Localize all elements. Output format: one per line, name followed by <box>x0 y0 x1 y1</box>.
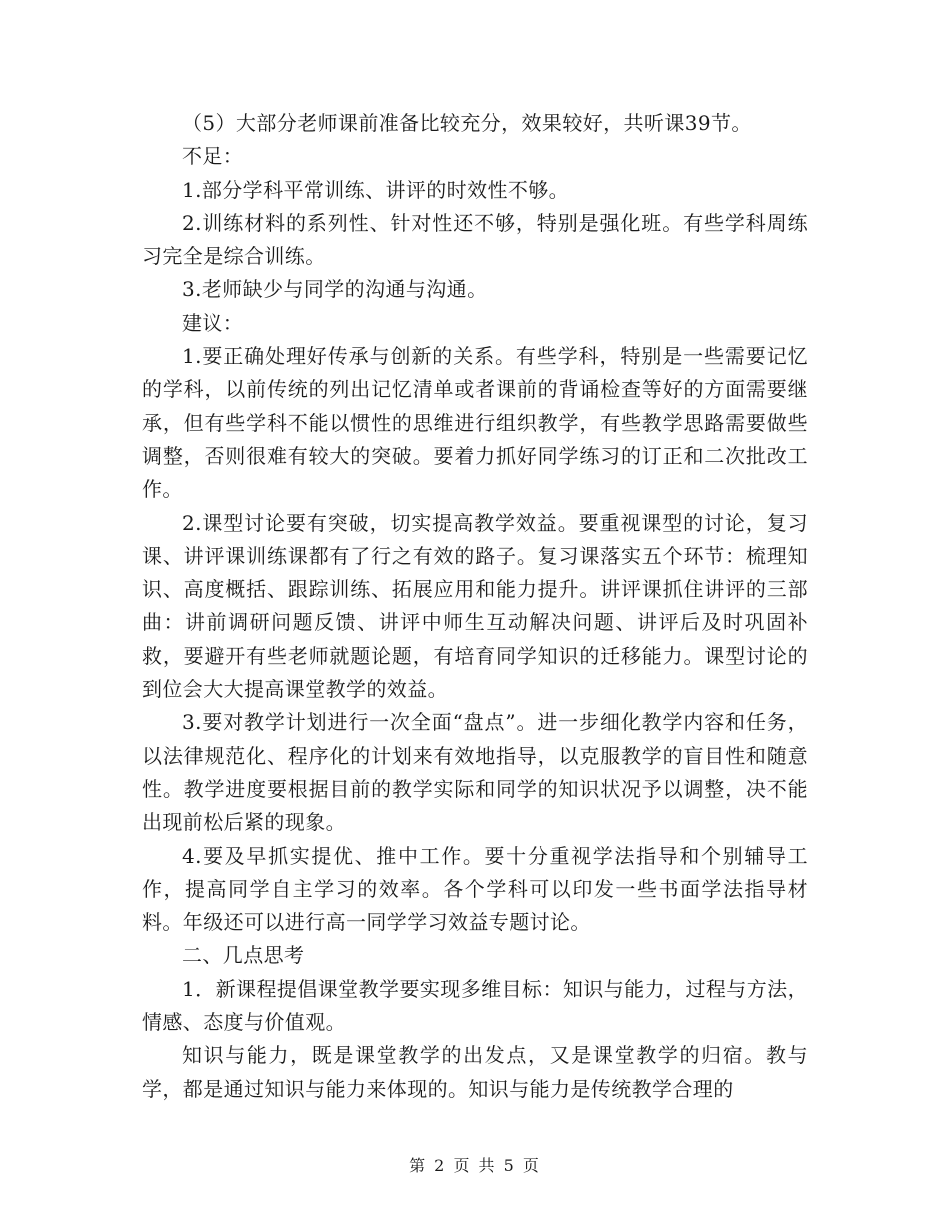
paragraph-shortcoming-3: 3.老师缺少与同学的沟通与沟通。 <box>182 277 488 302</box>
heading-reflections: 二、几点思考 <box>182 943 305 968</box>
paragraph-suggestion-4: 4.要及早抓实提优、推中工作。要十分重视学法指导和个别辅导工作，提高同学自主学习的效率。各个学科可以印发一些书面学法指导材料。年级还可以进行高一同学学习效益专题讨论。 <box>142 843 808 935</box>
paragraph-lecture-summary: （5）大部分老师课前准备比较充分，效果较好，共听课39节。 <box>182 111 752 135</box>
paragraph-shortcoming-2: 2.训练材料的系列性、针对性还不够，特别是强化班。有些学科周练习完全是综合训练。 <box>142 210 808 269</box>
paragraph-suggestion-1: 1.要正确处理好传承与创新的关系。有些学科，特别是一些需要记忆的学科，以前传统的列出记忆清单或者课前的背诵检查等好的方面需要继承，但有些学科不能以惯性的思维进行组织教学，有些教学思路需要做些调整，否则很难有较大的突破。要着力抓好同学练习的订正和二次批改工作。 <box>142 344 808 502</box>
paragraph-reflection-1: 1．新课程提倡课堂教学要实现多维目标：知识与能力，过程与方法，情感、态度与价值观。 <box>142 976 808 1035</box>
document-body <box>142 107 808 1106</box>
paragraph-knowledge-ability: 知识与能力，既是课堂教学的出发点，又是课堂教学的归宿。教与学，都是通过知识与能力来体现的。知识与能力是传统教学合理的 <box>142 1043 808 1101</box>
paragraph-suggestion-3: 3.要对教学计划进行一次全面“盘点”。进一步细化教学内容和任务，以法律规范化、程序化的计划来有效地指导，以克服教学的盲目性和随意性。教学进度要根据目前的教学实际和同学的知识状况予以调整，决不能出现前松后紧的现象。 <box>142 710 808 835</box>
heading-shortcomings: 不足： <box>182 144 244 169</box>
paragraph-shortcoming-1: 1.部分学科平常训练、讲评的时效性不够。 <box>182 177 570 202</box>
paragraph-suggestion-2: 2.课型讨论要有突破，切实提高教学效益。要重视课型的讨论，复习课、讲评课训练课都有了行之有效的路子。复习课落实五个环节：梳理知识、高度概括、跟踪训练、拓展应用和能力提升。讲评课抓住讲评的三部曲：讲前调研问题反馈、讲评中师生互动解决问题、讲评后及时巩固补救，要避开有些老师就题论题，有培育同学知识的迁移能力。课型讨论的到位会大大提高课堂教学的效益。 <box>142 510 808 702</box>
heading-suggestions: 建议： <box>182 310 244 335</box>
page-number-footer: 第 2 页 共 5 页 <box>409 1156 541 1175</box>
